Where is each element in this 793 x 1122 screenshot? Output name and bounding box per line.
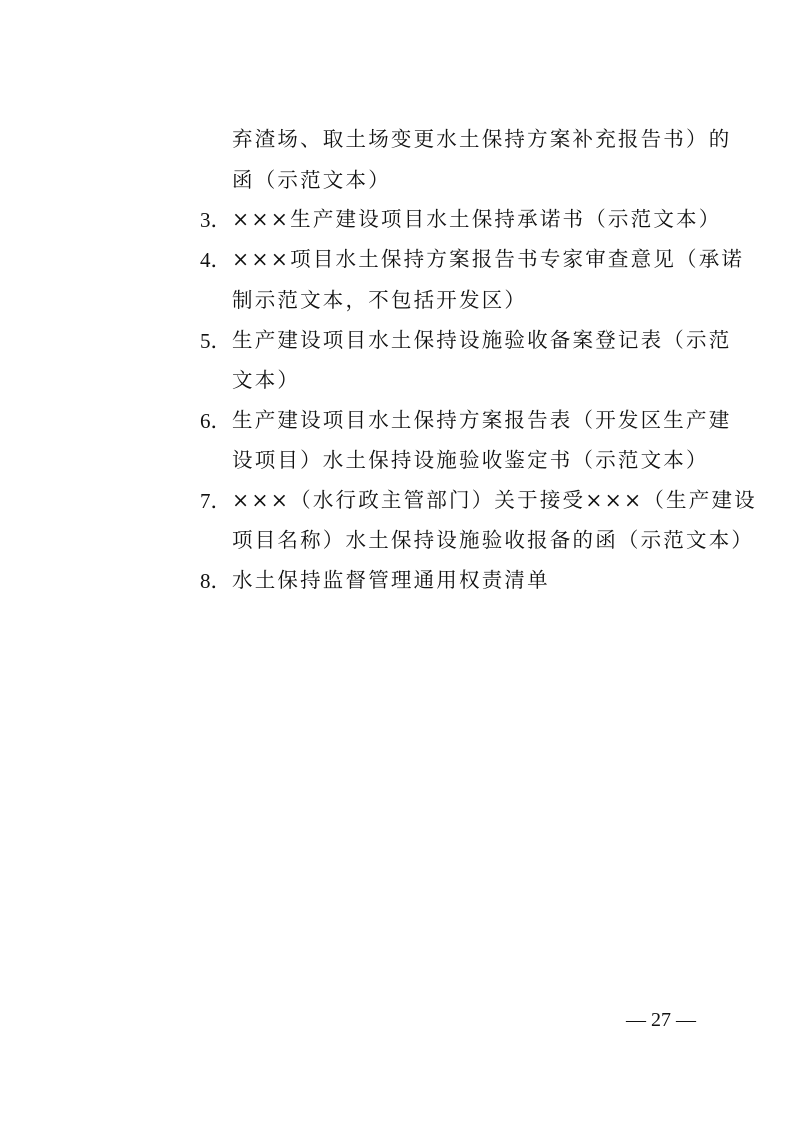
list-item-number: 5． bbox=[200, 329, 232, 353]
list-item-number: 8． bbox=[200, 569, 232, 593]
list-item-line: ×××项目水土保持方案报告书专家审查意见（承诺 bbox=[232, 247, 745, 271]
list-item-number: 3． bbox=[200, 208, 232, 232]
list-item-number: 6． bbox=[200, 409, 232, 433]
list-item-line: 生产建设项目水土保持方案报告表（开发区生产建 bbox=[232, 408, 732, 432]
list-item-number: 7． bbox=[200, 489, 232, 513]
list-item-line: 函（示范文本） bbox=[232, 168, 391, 192]
list-item-line: 设项目）水土保持设施验收鉴定书（示范文本） bbox=[232, 448, 709, 472]
page-number: — 27 — bbox=[626, 1009, 696, 1031]
list-item-number: 4． bbox=[200, 248, 232, 272]
list-item-line: 弃渣场、取土场变更水土保持方案补充报告书）的 bbox=[232, 127, 732, 151]
list-item-line: 项目名称）水土保持设施验收报备的函（示范文本） bbox=[232, 528, 755, 552]
list-item-line: ×××（水行政主管部门）关于接受×××（生产建设 bbox=[232, 488, 757, 512]
list-item-line: 文本） bbox=[232, 368, 301, 392]
list-item-line: 生产建设项目水土保持设施验收备案登记表（示范 bbox=[232, 328, 732, 352]
list-item-line: 水土保持监督管理通用权责清单 bbox=[232, 568, 550, 592]
list-item-line: 制示范文本，不包括开发区） bbox=[232, 288, 528, 312]
list-item-line: ×××生产建设项目水土保持承诺书（示范文本） bbox=[232, 207, 722, 231]
